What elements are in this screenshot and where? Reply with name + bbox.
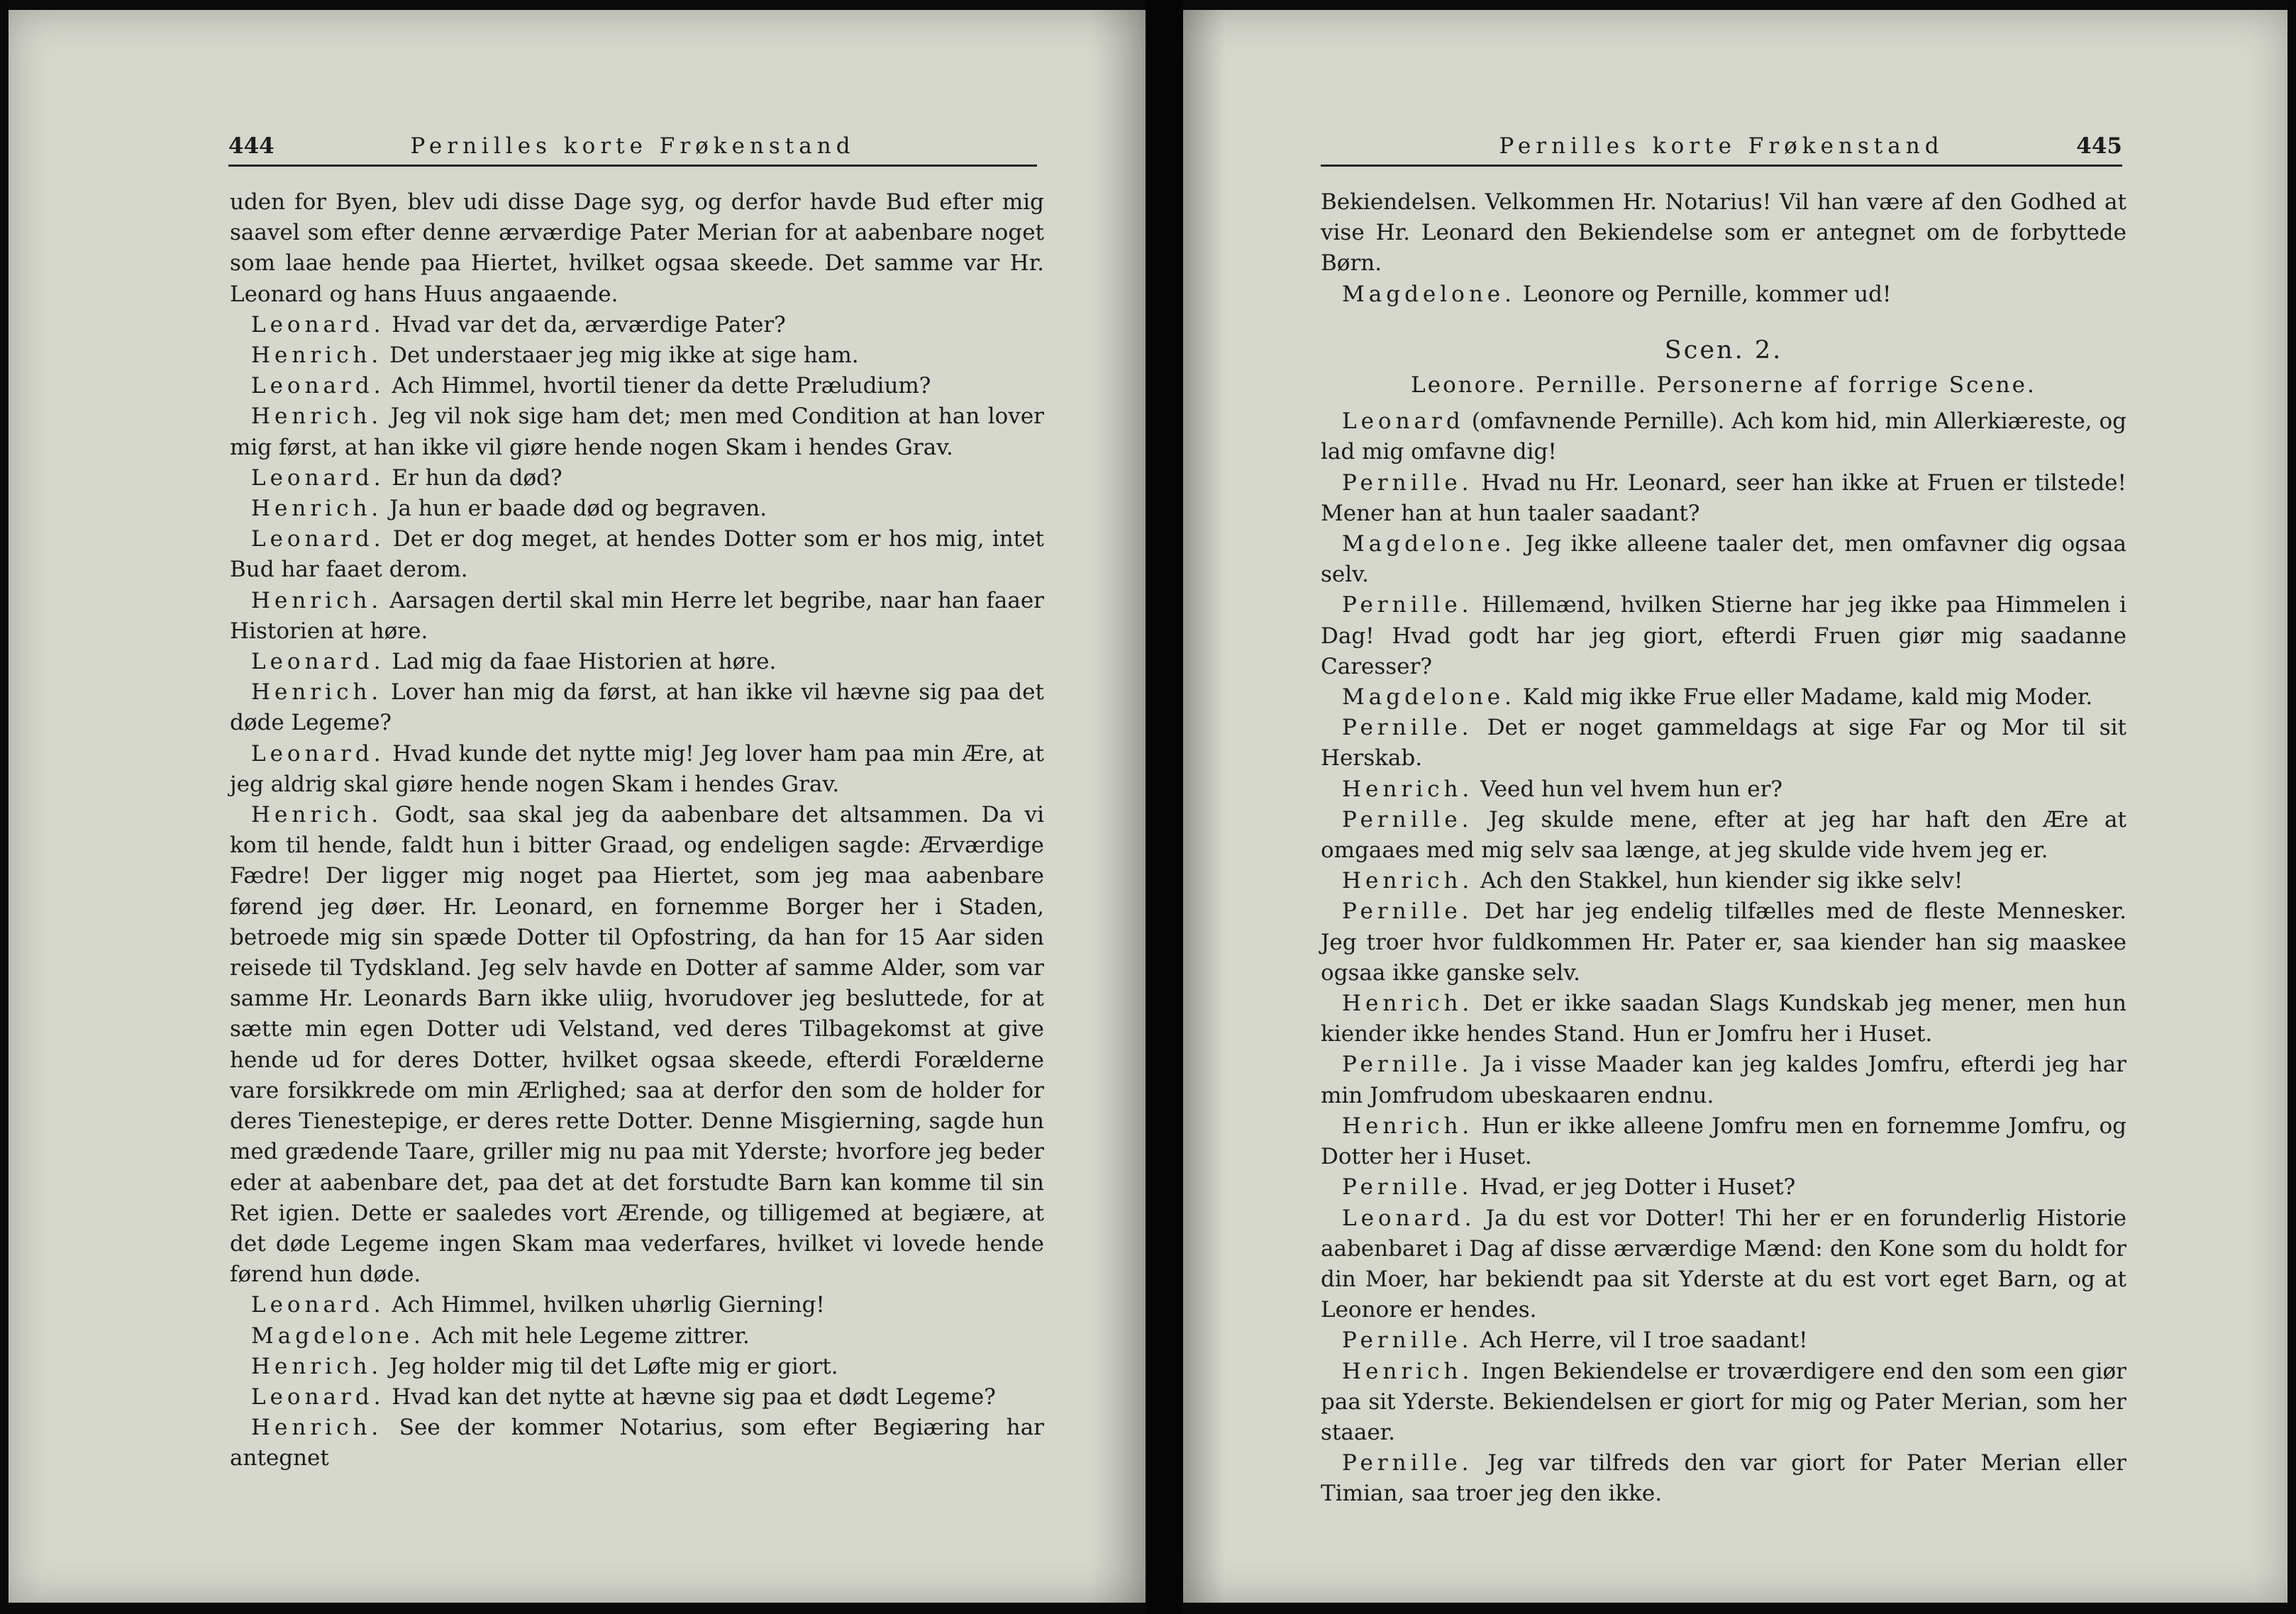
speaker-name: Pernille. (1342, 806, 1473, 833)
speaker-name: Leonard. (251, 373, 385, 399)
right-page-header (1321, 130, 2122, 167)
speaker-name: Magdelone. (1342, 684, 1516, 711)
page-shadow (1089, 10, 1146, 1603)
dialogue-paragraph (1321, 468, 2126, 529)
dialogue-text: uden for Byen, blev udi disse Dage syg, og derfor havde Bud efter mig saavel som efter denne ærværdige Pater Merian for at aabenbare noget som laae hende paa Hiertet, hvilket ogsaa skeede. Det samme var Hr. Leonard og hans Huus angaaende. (230, 189, 1044, 307)
left-book-page (9, 10, 1146, 1603)
dialogue-paragraph (1321, 1357, 2126, 1449)
dialogue-text: Ach Herre, vil I troe saadant! (1480, 1328, 1808, 1354)
paragraph-group (1321, 187, 2126, 310)
dialogue-paragraph (230, 401, 1044, 462)
speaker-name: Leonard. (251, 740, 385, 767)
speaker-name: Pernille. (1342, 1174, 1473, 1201)
speaker-name: Pernille. (1342, 1450, 1473, 1476)
dialogue-paragraph (230, 340, 1044, 371)
dialogue-text: Hillemænd, hvilken Stierne har jeg ikke paa Himmelen i Dag! Hvad godt har jeg giort, efterdi Fruen giør mig saadanne Caresser? (1321, 592, 2126, 679)
speaker-name: Henrich. (251, 679, 383, 706)
dialogue-paragraph (1321, 1448, 2126, 1509)
speaker-name: Pernille. (1342, 592, 1473, 618)
dialogue-text: Ja hun er baade død og begraven. (389, 496, 767, 522)
speaker-name: Leonard. (251, 464, 385, 491)
speaker-name: Pernille. (1342, 1328, 1473, 1354)
dialogue-text: Aarsagen dertil skal min Herre let begribe, naar han faaer Historien at høre. (230, 587, 1044, 644)
speaker-name: Leonard. (251, 526, 385, 552)
dialogue-paragraph (230, 739, 1044, 800)
dialogue-text: Jeg vil nok sige ham det; men med Condition at han lover mig først, at han ikke vil giøre hende nogen Skam i hendes Grav. (230, 404, 1044, 460)
speaker-name: Leonard. (251, 311, 385, 338)
dialogue-paragraph (1321, 682, 2126, 713)
dialogue-paragraph (230, 310, 1044, 340)
dialogue-text: Hun er ikke alleene Jomfru men en fornemme Jomfru, og Dotter her i Huset. (1321, 1113, 2127, 1170)
dialogue-paragraph (230, 524, 1044, 585)
speaker-name: Henrich. (251, 343, 383, 369)
dialogue-paragraph (1321, 896, 2126, 989)
dialogue-text: Det understaaer jeg mig ikke at sige ham. (389, 343, 859, 369)
page-shadow (1183, 10, 1226, 1603)
speaker-name: Henrich. (251, 496, 383, 522)
dialogue-text: Ingen Bekiendelse er troværdigere end den som een giør paa sit Yderste. Bekiendelsen er giort for mig og Pater Merian, som her staaer. (1321, 1358, 2126, 1445)
speaker-name: Henrich. (1342, 991, 1474, 1017)
speaker-name: Henrich. (251, 404, 383, 430)
speaker-name: Leonard. (1342, 1205, 1476, 1231)
paragraph-group (1321, 406, 2126, 1509)
dialogue-paragraph (230, 677, 1044, 738)
speaker-name: Leonard. (251, 1384, 385, 1410)
dialogue-text: Ach den Stakkel, hun kiender sig ikke selv! (1480, 868, 1963, 894)
dialogue-text: Hvad, er jeg Dotter i Huset? (1480, 1174, 1796, 1201)
dialogue-paragraph (230, 800, 1044, 1290)
speaker-name: Henrich. (1342, 1113, 1474, 1139)
left-page-header (228, 130, 1037, 167)
dialogue-paragraph (230, 1321, 1044, 1352)
dialogue-paragraph (1321, 406, 2126, 467)
running-title: Pernilles korte Frøkenstand (410, 133, 855, 159)
speaker-name: Leonard. (251, 649, 385, 675)
dialogue-paragraph (1321, 989, 2126, 1050)
dialogue-text: Hvad var det da, ærværdige Pater? (392, 311, 786, 338)
speaker-name: Leonard (1342, 408, 1465, 435)
right-book-page (1183, 10, 2287, 1603)
speaker-name: Pernille. (1342, 898, 1473, 925)
dialogue-text: Lad mig da faae Historien at høre. (392, 649, 777, 675)
speaker-name: Henrich. (251, 1415, 383, 1441)
book-gutter (1146, 0, 1183, 1614)
dialogue-text: Kald mig ikke Frue eller Madame, kald mig Moder. (1522, 684, 2093, 711)
running-title: Pernilles korte Frøkenstand (1499, 133, 1944, 159)
dialogue-paragraph (230, 463, 1044, 494)
dialogue-paragraph (1321, 774, 2126, 805)
speaker-name: Pernille. (1342, 1052, 1473, 1078)
dialogue-text: Jeg skulde mene, efter at jeg har haft den Ære at omgaaes med mig selv saa længe, at jeg skulde vide hvem jeg er. (1321, 806, 2126, 864)
dialogue-paragraph (1321, 187, 2126, 279)
dialogue-paragraph (1321, 1111, 2126, 1172)
left-page-text (230, 187, 1044, 1474)
dialogue-paragraph (1321, 590, 2126, 682)
speaker-name: Henrich. (251, 802, 383, 828)
dialogue-text: Hvad nu Hr. Leonard, seer han ikke at Fruen er tilstede! Mener han at hun taaler saadant? (1321, 469, 2126, 526)
speaker-name: Pernille. (1342, 469, 1473, 496)
dialogue-paragraph (230, 586, 1044, 647)
dialogue-paragraph (230, 647, 1044, 677)
dialogue-text: Jeg var tilfreds den var giort for Pater Merian eller Timian, saa troer jeg den ikke. (1321, 1450, 2126, 1507)
dialogue-paragraph (230, 1413, 1044, 1474)
dialogue-text: Det er dog meget, at hendes Dotter som er hos mig, intet Bud har faaet derom. (230, 526, 1044, 583)
dialogue-text: Jeg holder mig til det Løfte mig er giort. (389, 1353, 838, 1379)
dialogue-paragraph (230, 494, 1044, 524)
speaker-name: Henrich. (1342, 776, 1474, 802)
dialogue-text: (omfavnende Pernille). Ach kom hid, min Allerkiæreste, og lad mig omfavne dig! (1321, 408, 2126, 465)
dialogue-paragraph (1321, 1172, 2126, 1203)
scene-title: Scen. 2. (1664, 335, 1783, 364)
dialogue-text: Godt, saa skal jeg da aabenbare det altsammen. Da vi kom til hende, faldt hun i bitter Graad, og endeligen sagde: Ærværdige Fædre! Der ligger mig noget paa Hiertet, som jeg maa aabenbare førend jeg døer. Hr. Leonard, en fornemme Borger her i Staden, betroede mig sin spæde Dotter til Opfostring, da han for 15 Aar siden reisede til Tydskland. Jeg selv havde en Dotter af samme Alder, som var samme Hr. Leonards Barn ikke uliig, hvorudover jeg besluttede, for at sætte min egen Dotter udi Velstand, ved deres Tilbagekomst at give hende ud for deres Dotter, hvilket ogsaa skeede, efterdi Forælderne vare forsikkrede om min Ærlighed; saa at derfor den som de holder for deres Tienestepige, er deres rette Dotter. Denne Misgierning, sagde hun med grædende Taare, griller mig nu paa mit Yderste; hvorfore jeg beder eder at aabenbare det, paa det at det forstudte Barn kan komme til sin Ret igien. Dette er saaledes vort Ærende, og tilligemed at begiære, at det døde Legeme ingen Skam maa vederfares, hvilket vi lovede hende førend hun døde. (230, 802, 1044, 1288)
dialogue-paragraph (230, 1290, 1044, 1320)
dialogue-paragraph (1321, 866, 2126, 896)
dialogue-paragraph (230, 371, 1044, 401)
dialogue-text: Ach Himmel, hvilken uhørlig Gierning! (392, 1292, 825, 1318)
dialogue-text: Bekiendelsen. Velkommen Hr. Notarius! Vil han være af den Godhed at vise Hr. Leonard den Bekiendelse som er antegnet om de forbyttede Børn. (1321, 189, 2126, 277)
dialogue-paragraph (1321, 805, 2126, 866)
speaker-name: Magdelone. (251, 1323, 426, 1349)
speaker-name: Henrich. (1342, 1358, 1474, 1384)
dialogue-text: Jeg ikke alleene taaler det, men omfavner dig ogsaa selv. (1321, 531, 2126, 588)
dialogue-text: Det er ikke saadan Slags Kundskab jeg mener, men hun kiender ikke hendes Stand. Hun er Jomfru her i Huset. (1321, 991, 2126, 1047)
dialogue-text: Det har jeg endelig tilfælles med de fleste Mennesker. Jeg troer hvor fuldkommen Hr. Pater er, saa kiender han sig maaskee ogsaa ikke ganske selv. (1321, 898, 2126, 986)
scene-cast: Leonore. Pernille. Personerne af forrige Scene. (1411, 372, 2036, 399)
dialogue-paragraph (230, 187, 1044, 310)
speaker-name: Henrich. (251, 1353, 383, 1379)
dialogue-paragraph (1321, 1050, 2126, 1111)
speaker-name: Henrich. (1342, 868, 1474, 894)
dialogue-text: Det er noget gammeldags at sige Far og Mor til sit Herskab. (1321, 715, 2126, 772)
dialogue-text: Ja i visse Maader kan jeg kaldes Jomfru, efterdi jeg har min Jomfrudom ubeskaaren endnu. (1321, 1052, 2126, 1108)
dialogue-text: Leonore og Pernille, kommer ud! (1522, 281, 1892, 307)
dialogue-text: Ja du est vor Dotter! Thi her er en forunderlig Historie aabenbaret i Dag af disse ærværdige Mænd: den Kone som du holdt for din Moer, har bekiendt paa sit Yderste at du est vort eget Barn, og at Leonore er hendes. (1321, 1205, 2126, 1323)
page-number: 444 (228, 133, 274, 159)
dialogue-text: Veed hun vel hvem hun er? (1480, 776, 1783, 802)
dialogue-paragraph (1321, 1325, 2126, 1356)
dialogue-paragraph (230, 1352, 1044, 1382)
right-page-text (1321, 187, 2126, 1510)
dialogue-paragraph (1321, 1203, 2126, 1326)
dialogue-text: Lover han mig da først, at han ikke vil hævne sig paa det døde Legeme? (230, 679, 1044, 736)
dialogue-text: Hvad kunde det nytte mig! Jeg lover ham paa min Ære, at jeg aldrig skal giøre hende nogen Skam i hendes Grav. (230, 740, 1044, 797)
dialogue-paragraph (1321, 713, 2126, 774)
dialogue-paragraph (1321, 279, 2126, 310)
speaker-name: Magdelone. (1342, 281, 1516, 307)
dialogue-text: See der kommer Notarius, som efter Begiæring har antegnet (230, 1415, 1044, 1471)
speaker-name: Magdelone. (1342, 531, 1516, 557)
dialogue-text: Ach mit hele Legeme zittrer. (431, 1323, 750, 1349)
speaker-name: Leonard. (251, 1292, 385, 1318)
dialogue-text: Er hun da død? (392, 464, 562, 491)
dialogue-paragraph (1321, 529, 2126, 590)
page-number: 445 (2076, 133, 2122, 159)
dialogue-paragraph (230, 1382, 1044, 1413)
speaker-name: Pernille. (1342, 715, 1473, 741)
dialogue-text: Hvad kan det nytte at hævne sig paa et dødt Legeme? (392, 1384, 996, 1410)
dialogue-text: Ach Himmel, hvortil tiener da dette Præludium? (392, 373, 931, 399)
speaker-name: Henrich. (251, 587, 383, 613)
